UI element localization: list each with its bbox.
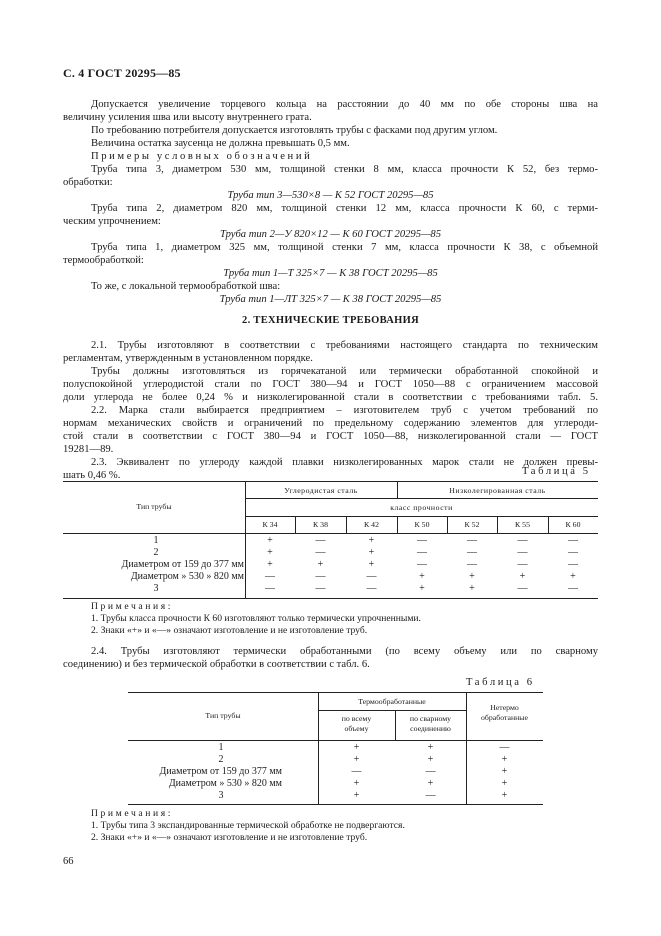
table-note: 2. Знаки «+» и «—» означают изготовление и не изготовление труб. bbox=[91, 625, 368, 636]
table-cell: — bbox=[315, 571, 326, 582]
table-cell: + bbox=[501, 778, 508, 789]
table-cell: — bbox=[417, 559, 427, 570]
paragraph-line: 2.4. Трубы изготовляют термически обработанными (по всему объему или по сварному bbox=[91, 646, 598, 657]
table-rule bbox=[245, 498, 598, 499]
table-cell: — bbox=[568, 559, 578, 570]
table-cell: + bbox=[427, 754, 434, 765]
column-header: К 42 bbox=[364, 520, 379, 529]
table-cell: + bbox=[267, 535, 273, 546]
table-5-caption: Таблица 5 bbox=[522, 466, 591, 477]
table-row-label: 1 bbox=[218, 742, 224, 753]
column-header: по сварному bbox=[409, 714, 452, 723]
table-cell: + bbox=[353, 754, 360, 765]
table-cell: + bbox=[501, 790, 508, 801]
table-cell: — bbox=[265, 583, 275, 594]
column-group-header: Углеродистая сталь bbox=[284, 486, 358, 495]
table-rule bbox=[245, 516, 598, 517]
column-header: К 34 bbox=[262, 520, 278, 529]
table-cell: — bbox=[425, 766, 436, 777]
column-header: по всему bbox=[341, 714, 372, 723]
table-cell: — bbox=[568, 535, 578, 546]
table-row-label: Диаметром » 530 » 820 мм bbox=[168, 778, 282, 789]
table-row-label: 3 bbox=[218, 790, 224, 801]
table-note: 2. Знаки «+» и «—» означают изготовление и не изготовление труб. bbox=[91, 832, 368, 843]
table-cell: + bbox=[570, 571, 576, 582]
table-rule bbox=[245, 481, 246, 598]
table-cell: + bbox=[519, 571, 526, 582]
column-header: Тип трубы bbox=[205, 711, 241, 720]
column-group-header: класс прочности bbox=[390, 503, 453, 512]
paragraph-line: обработки: bbox=[63, 177, 113, 188]
table-rule bbox=[63, 533, 598, 534]
paragraph-line: шать 0,46 %. bbox=[63, 470, 121, 481]
paragraph-line: доли углерода не более 0,24 % и низколегированной стали в соответствии с требованиями табл. 5. bbox=[63, 392, 598, 403]
table-cell: + bbox=[267, 559, 273, 570]
page-number: 66 bbox=[63, 856, 74, 867]
table-row-label: Диаметром » 530 » 820 мм bbox=[130, 571, 244, 582]
table-cell: + bbox=[419, 571, 425, 582]
table-cell: + bbox=[368, 535, 375, 546]
designation-example: Труба тип 1—ЛТ 325×7 — К 38 ГОСТ 20295—85 bbox=[219, 294, 442, 305]
table-cell: + bbox=[368, 547, 375, 558]
table-cell: + bbox=[353, 790, 360, 801]
table-row-label: Диаметром от 159 до 377 мм bbox=[159, 766, 282, 777]
table-rule bbox=[318, 692, 319, 804]
table-cell: — bbox=[366, 571, 377, 582]
table-rule bbox=[63, 481, 598, 482]
table-row-label: 1 bbox=[153, 535, 159, 546]
table-cell: — bbox=[467, 547, 477, 558]
table-row-label: Диаметром от 159 до 377 мм bbox=[121, 559, 244, 570]
paragraph-line: величину усиления шва или высоту внутреннего грата. bbox=[63, 112, 312, 123]
table-cell: — bbox=[315, 547, 326, 558]
table-cell: — bbox=[417, 547, 427, 558]
designation-example: Труба тип 1—Т 325×7 — К 38 ГОСТ 20295—85 bbox=[223, 268, 438, 279]
paragraph-line: стой стали в соответствии с ГОСТ 380—94 и ГОСТ 1050—88, низколегированной стали — ГОСТ bbox=[63, 431, 598, 442]
table-rule bbox=[318, 710, 466, 711]
table-cell: — bbox=[499, 742, 510, 753]
table-cell: + bbox=[501, 754, 508, 765]
table-cell: — bbox=[467, 535, 477, 546]
column-header: Тип трубы bbox=[136, 502, 172, 511]
column-header: К 60 bbox=[565, 520, 581, 529]
table-note: 1. Трубы класса прочности К 60 изготовляют только термически упрочненными. bbox=[91, 613, 421, 624]
column-header: объему bbox=[344, 724, 369, 733]
table-cell: + bbox=[469, 583, 475, 594]
table-cell: + bbox=[427, 778, 434, 789]
column-group-header: Низколегированная сталь bbox=[449, 486, 546, 495]
column-header: обработанные bbox=[481, 713, 528, 722]
table-cell: + bbox=[501, 766, 508, 777]
paragraph-line: 2.1. Трубы изготовляют в соответствии с требованиями настоящего стандарта по техническим bbox=[91, 340, 598, 351]
table-cell: — bbox=[315, 583, 326, 594]
table-row-label: 2 bbox=[218, 754, 224, 765]
column-header: К 50 bbox=[414, 520, 430, 529]
paragraph-line: Труба типа 1, диаметром 325 мм, толщиной стенки 7 мм, класса прочности К 38, с объемной bbox=[91, 242, 598, 253]
table-cell: — bbox=[366, 583, 377, 594]
table-rule bbox=[63, 598, 598, 599]
column-header: К 38 bbox=[313, 520, 328, 529]
table-note: 1. Трубы типа 3 экспандированные термической обработке не подвергаются. bbox=[91, 820, 405, 831]
paragraph-line: 2.3. Эквивалент по углероду каждой плавки низколегированных марок стали не должен превы- bbox=[91, 457, 598, 468]
paragraph-line: соединению) и без термической обработки в соответствии с табл. 6. bbox=[63, 659, 370, 670]
table-row-label: 3 bbox=[153, 583, 159, 594]
paragraph-line: Допускается увеличение торцевого кольца на расстоянии до 40 мм по обе стороны шва на bbox=[91, 99, 598, 110]
designation-example: Труба тип 3—530×8 — К 52 ГОСТ 20295—85 bbox=[227, 190, 434, 201]
table-rule bbox=[128, 804, 543, 805]
paragraph-line: термообработкой: bbox=[63, 255, 144, 266]
table-cell: + bbox=[368, 559, 375, 570]
paragraph-line: Труба типа 2, диаметром 820 мм, толщиной стенки 12 мм, класса прочности К 60, с терми- bbox=[91, 203, 598, 214]
table-cell: — bbox=[417, 535, 427, 546]
paragraph-line: Трубы должны изготовляться из горячекатаной или термически обработанной спокойной и bbox=[91, 366, 598, 377]
table-cell: — bbox=[568, 547, 578, 558]
table-cell: — bbox=[517, 547, 528, 558]
table-rule bbox=[128, 740, 543, 741]
section-title: 2. ТЕХНИЧЕСКИЕ ТРЕБОВАНИЯ bbox=[242, 315, 419, 326]
table-cell: + bbox=[353, 778, 360, 789]
column-header: соединению bbox=[410, 724, 451, 733]
paragraph-line: ческим упрочнением: bbox=[63, 216, 161, 227]
examples-heading: Примеры условных обозначений bbox=[91, 151, 313, 162]
table-cell: + bbox=[317, 559, 324, 570]
table-cell: + bbox=[267, 547, 273, 558]
paragraph-line: 19281—89. bbox=[63, 444, 114, 455]
table-cell: — bbox=[351, 766, 362, 777]
table-cell: — bbox=[265, 571, 275, 582]
paragraph-line: регламентам, утвержденным в установленном порядке. bbox=[63, 353, 313, 364]
table-row-label: 2 bbox=[153, 547, 159, 558]
table-cell: + bbox=[419, 583, 425, 594]
notes-heading: Примечания: bbox=[91, 808, 173, 819]
paragraph-line: Труба типа 3, диаметром 530 мм, толщиной стенки 8 мм, класса прочности К 52, без термо- bbox=[91, 164, 598, 175]
table-cell: — bbox=[568, 583, 578, 594]
table-6-caption: Таблица 6 bbox=[466, 677, 535, 688]
paragraph-line: По требованию потребителя допускается изготовлять трубы с фасками под другим углом. bbox=[91, 125, 498, 136]
table-cell: — bbox=[425, 790, 436, 801]
table-cell: — bbox=[517, 559, 528, 570]
table-cell: + bbox=[427, 742, 434, 753]
column-header: К 52 bbox=[464, 520, 480, 529]
table-cell: — bbox=[517, 535, 528, 546]
paragraph-line: 2.2. Марка стали выбирается предприятием – изготовителем труб с учетом требований по bbox=[91, 405, 598, 416]
table-cell: + bbox=[353, 742, 360, 753]
table-rule bbox=[128, 692, 543, 693]
paragraph-line: полуспокойной углеродистой стали по ГОСТ 380—94 и ГОСТ 1050—88 с ограничением массовой bbox=[63, 379, 598, 390]
designation-example: Труба тип 2—У 820×12 — К 60 ГОСТ 20295—85 bbox=[219, 229, 442, 240]
column-group-header: Термообработанные bbox=[358, 697, 426, 706]
column-header: Нетермо bbox=[490, 703, 519, 712]
paragraph-line: нормам механических свойств и ограничений по предельному содержанию элементов для углероди- bbox=[63, 418, 598, 429]
table-cell: + bbox=[469, 571, 475, 582]
column-header: К 55 bbox=[515, 520, 530, 529]
notes-heading: Примечания: bbox=[91, 601, 173, 612]
table-cell: — bbox=[517, 583, 528, 594]
page-header: С. 4 ГОСТ 20295—85 bbox=[63, 66, 181, 80]
table-cell: — bbox=[467, 559, 477, 570]
paragraph-line: Величина остатка заусенца не должна превышать 0,5 мм. bbox=[91, 138, 350, 149]
table-cell: — bbox=[315, 535, 326, 546]
paragraph-line: То же, с локальной термообработкой шва: bbox=[91, 281, 281, 292]
